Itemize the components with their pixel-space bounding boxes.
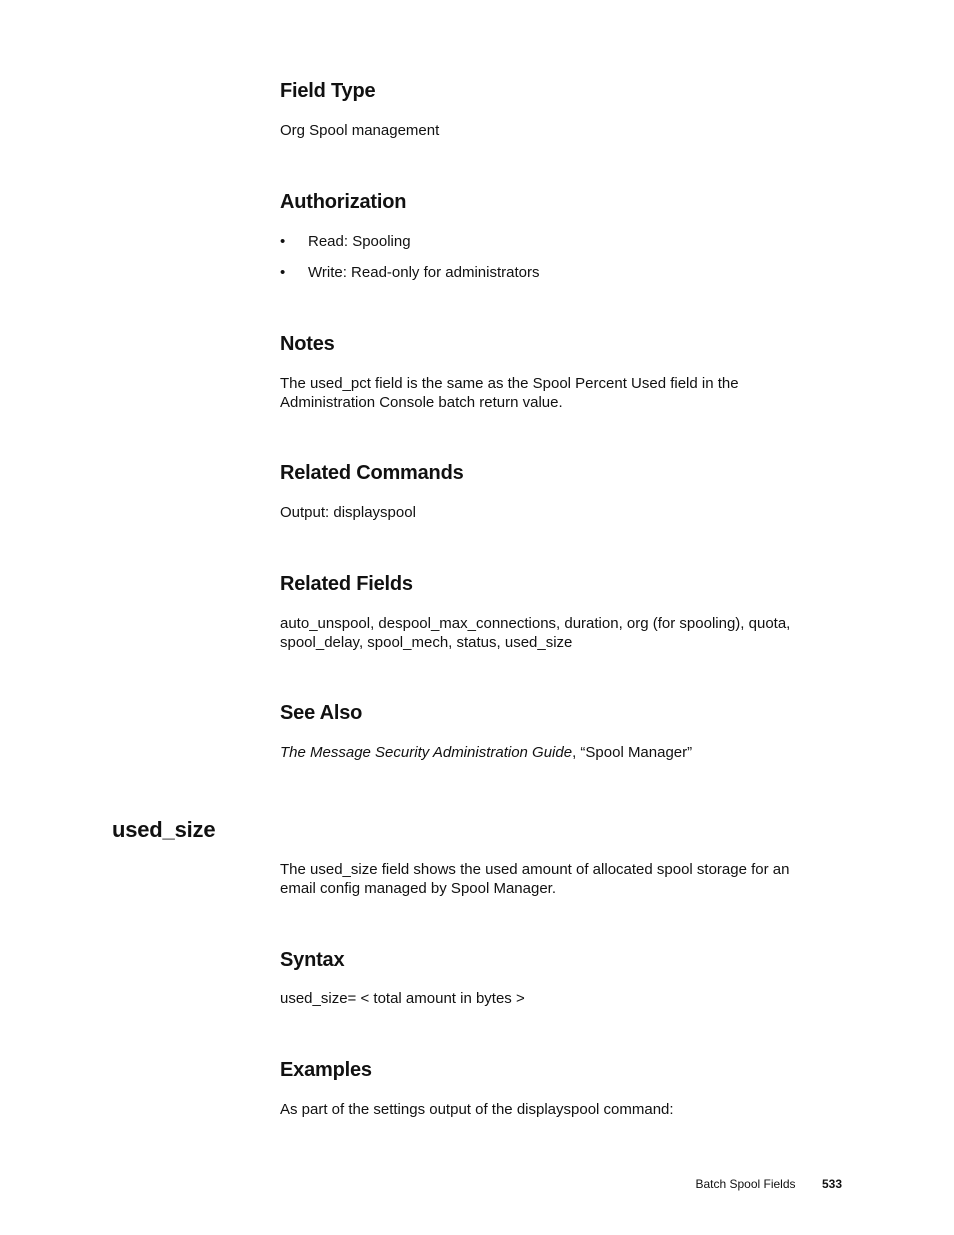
- related-commands-text: Output: displayspool: [280, 504, 416, 521]
- used-size-heading: used_size: [112, 817, 216, 842]
- related-commands-heading: Related Commands: [280, 462, 464, 484]
- syntax-text: used_size= < total amount in bytes >: [280, 990, 525, 1007]
- related-fields-text: auto_unspool, despool_max_connections, duration, org (for spooling), quota, spool_delay, spool_mech, status, used_size: [280, 615, 791, 651]
- notes-heading: Notes: [280, 333, 335, 355]
- authorization-item-write: Write: Read-only for administrators: [308, 264, 540, 281]
- examples-text: As part of the settings output of the displayspool command:: [280, 1101, 674, 1118]
- authorization-heading: Authorization: [280, 191, 407, 213]
- syntax-heading: Syntax: [280, 949, 345, 971]
- notes-text: The used_pct field is the same as the Spool Percent Used field in the Administration Console batch return value.: [280, 375, 739, 411]
- field-type-heading: Field Type: [280, 80, 376, 102]
- see-also-rest: , “Spool Manager”: [572, 744, 693, 761]
- see-also-text: [280, 744, 840, 763]
- bullet-icon: •: [280, 264, 286, 281]
- footer-section-title: Batch Spool Fields: [695, 1177, 796, 1191]
- authorization-item-read: Read: Spooling: [308, 233, 411, 250]
- related-fields-heading: Related Fields: [280, 573, 413, 595]
- see-also-heading: See Also: [280, 702, 363, 724]
- field-type-text: Org Spool management: [280, 122, 440, 139]
- used-size-description: The used_size field shows the used amount of allocated spool storage for an email config managed by Spool Manager.: [280, 861, 790, 897]
- page-footer: [600, 1175, 842, 1193]
- bullet-icon: •: [280, 233, 286, 250]
- footer-page-number: 533: [821, 1177, 842, 1191]
- examples-heading: Examples: [280, 1059, 372, 1081]
- guide-title: The Message Security Administration Guide: [280, 744, 573, 761]
